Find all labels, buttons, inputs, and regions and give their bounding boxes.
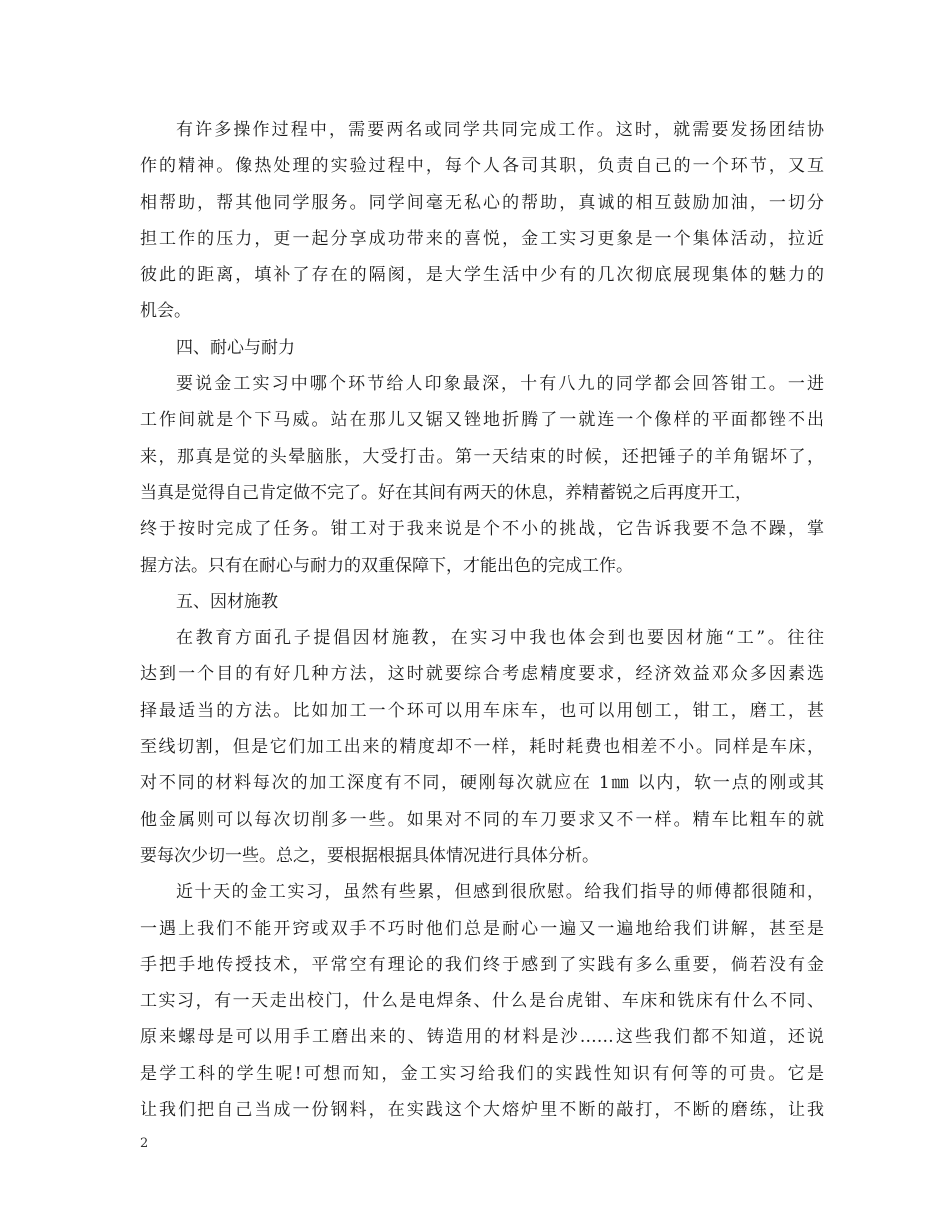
text-line: 终于按时完成了任务。钳工对于我来说是个不小的挑战，它告诉我要不急不躁，掌 (140, 519, 824, 540)
document-body (140, 112, 824, 1128)
text-line: 相帮助，帮其他同学服务。同学间毫无私心的帮助，真诚的相互鼓励加油，一切分 (140, 192, 824, 213)
text-line: 四、耐心与耐力 (176, 337, 295, 358)
page-number: 2 (140, 1136, 149, 1151)
text-line: 工作间就是个下马威。站在那儿又锯又锉地折腾了一就连一个像样的平面都锉不出 (140, 410, 824, 431)
text-line: 要说金工实习中哪个环节给人印象最深，十有八九的同学都会回答钳工。一进 (176, 374, 824, 395)
text-line: 要每次少切一些。总之，要根据根据具体情况进行具体分析。 (140, 845, 599, 866)
text-line: 作的精神。像热处理的实验过程中，每个人各司其职，负责自己的一个环节，又互 (140, 156, 824, 177)
text-line: 对不同的材料每次的加工深度有不同，硬刚每次就应在 1㎜ 以内，软一点的刚或其 (140, 773, 824, 794)
text-line: 让我们把自己当成一份钢料，在实践这个大熔炉里不断的敲打，不断的磨练，让我 (140, 1100, 824, 1121)
text-line: 是学工科的学生呢!可想而知，金工实习给我们的实践性知识有何等的可贵。它是 (140, 1063, 824, 1084)
text-line: 手把手地传授技术，平常空有理论的我们终于感到了实践有多么重要，倘若没有金 (140, 954, 824, 975)
text-line: 原来螺母是可以用手工磨出来的、铸造用的材料是沙……这些我们都不知道，还说 (140, 1027, 824, 1048)
text-line: 达到一个目的有好几种方法，这时就要综合考虑精度要求，经济效益邓众多因素选 (140, 664, 824, 685)
text-line: 五、因材施教 (176, 591, 278, 612)
text-line: 他金属则可以每次切削多一些。如果对不同的车刀要求又不一样。精车比粗车的就 (140, 809, 824, 830)
text-line: 工实习，有一天走出校门，什么是电焊条、什么是台虎钳、车床和铣床有什么不同、 (140, 991, 824, 1012)
text-line: 彼此的距离，填补了存在的隔阂，是大学生活中少有的几次彻底展现集体的魅力的 (140, 265, 824, 286)
text-line: 机会。 (140, 301, 191, 322)
text-line: 一遇上我们不能开窍或双手不巧时他们总是耐心一遍又一遍地给我们讲解，甚至是 (140, 918, 824, 939)
text-line: 择最适当的方法。比如加工一个环可以用车床车，也可以用刨工，钳工，磨工，甚 (140, 700, 824, 721)
text-line: 当真是觉得自己肯定做不完了。好在其间有两天的休息，养精蓄锐之后再度开工， (140, 482, 752, 503)
text-line: 近十天的金工实习，虽然有些累，但感到很欣慰。给我们指导的师傅都很随和， (176, 882, 824, 903)
text-line: 在教育方面孔子提倡因材施教，在实习中我也体会到也要因材施“工”。往往 (176, 628, 824, 649)
text-line: 至线切割，但是它们加工出来的精度却不一样，耗时耗费也相差不小。同样是车床， (140, 737, 824, 758)
text-line: 有许多操作过程中，需要两名或同学共同完成工作。这时，就需要发扬团结协 (176, 120, 824, 140)
text-line: 握方法。只有在耐心与耐力的双重保障下，才能出色的完成工作。 (140, 555, 633, 576)
text-line: 来，那真是觉的头晕脑胀，大受打击。第一天结束的时候，还把锤子的羊角锯坏了， (140, 446, 824, 467)
text-line: 担工作的压力，更一起分享成功带来的喜悦，金工实习更象是一个集体活动，拉近 (140, 228, 824, 249)
